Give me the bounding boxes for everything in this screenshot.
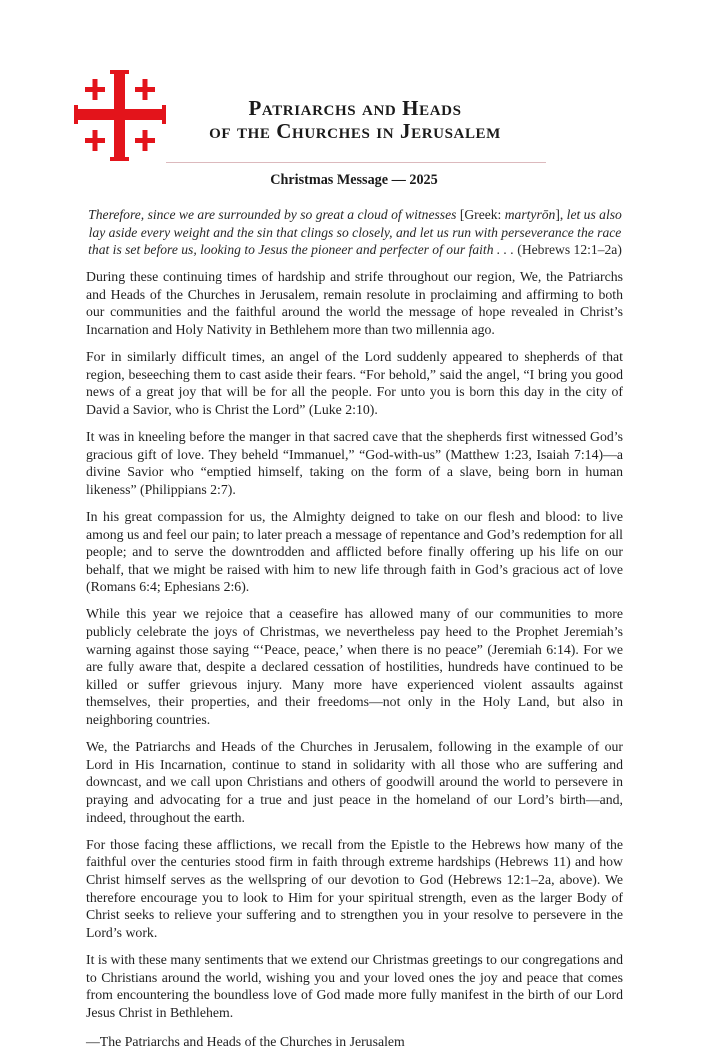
epigraph-text-1: Therefore, since we are surrounded by so great a cloud of witnesses (88, 207, 457, 222)
signature: —The Patriarchs and Heads of the Churches in Jerusalem (86, 1034, 405, 1050)
epigraph-bracket-open: [Greek: (456, 207, 505, 222)
organization-title (170, 97, 540, 143)
paragraph: We, the Patriarchs and Heads of the Churches in Jerusalem, following in the example of our Lord in His Incarnation, continue to stand in solidarity with all those who are suffering and downcast, and we call upon Christians and others of goodwill around the world to persevere in praying and advocating for a true and just peace in the homeland of our Lord’s birth—and, indeed, throughout the earth. (86, 739, 623, 825)
jerusalem-cross-icon (74, 70, 166, 161)
header-divider (166, 162, 546, 163)
org-title-line-1: Patriarchs and Heads (248, 96, 462, 120)
org-title-line-2: of the Churches in Jerusalem (209, 119, 501, 143)
paragraph: During these continuing times of hardship and strife throughout our region, We, the Patriarchs and Heads of the Churches in Jerusalem, remain resolute in proclaiming and affirming to both our communities and the faithful around the world the message of hope revealed in Christ’s Incarnation and Holy Nativity in Bethlehem more than two millennia ago. (86, 269, 623, 337)
paragraph: For those facing these afflictions, we recall from the Epistle to the Hebrews how many of the faithful over the centuries stood firm in faith through extreme hardships (Hebrews 11) and how Christ himself serves as the wellspring of our devotion to God (Hebrews 12:1–2a, above). We therefore encourage you to look to Him for your spiritual strength, even as the larger Body of Christ seeks to relieve your suffering and to strengthen you in your resolve to persevere in the Lord’s work. (86, 836, 623, 940)
paragraph: It is with these many sentiments that we extend our Christmas greetings to our congregations and to Christians around the world, wishing you and your loved ones the joy and peace that comes from encountering the boundless love of God made more fully manifest in the birth of our Lord Jesus Christ in Bethlehem. (86, 951, 623, 1020)
epigraph-quote (82, 206, 628, 259)
epigraph-text-2: let us also lay aside every weight and the sin that clings so closely, and let us run with perseverance the race that is set before us, looking to Jesus the pioneer and perfecter of our faith . . . (88, 207, 622, 258)
paragraph: In his great compassion for us, the Almighty deigned to take on our flesh and blood: to live among us and feel our pain; to later preach a message of repentance and God’s redemption for all people; and to serve the downtrodden and afflicted before finally offering up his life on our behalf, that we might be raised with him to new life through faith in God’s gracious act of love (Romans 6:4; Ephesians 2:6). (86, 508, 623, 595)
document-heading: Christmas Message — 2025 (270, 172, 438, 188)
message-body (86, 268, 623, 1061)
epigraph-bracket-close: ], (555, 207, 567, 222)
epigraph-greek-word: martyrōn (504, 207, 556, 222)
paragraph: While this year we rejoice that a ceasefire has allowed many of our communities to more publicly celebrate the joys of Christmas, we nevertheless pay heed to the Prophet Jeremiah’s warning against those saying “‘Peace, peace,’ when there is no peace” (Jeremiah 6:14). For we are fully aware that, despite a declared cessation of hostilities, hundreds have continued to be killed or suffer grievous injury. Many more have experienced violent assaults against themselves, their properties, and their freedoms—not only in the Holy Land, but also in neighboring countries. (86, 606, 623, 728)
paragraph: It was in kneeling before the manger in that sacred cave that the shepherds first witnessed God’s gracious gift of love. They beheld “Immanuel,” “God-with-us” (Matthew 1:23, Isaiah 7:14)—a divine Savior who “emptied himself, taking on the form of a slave, being born in human likeness” (Philippians 2:7). (86, 428, 623, 497)
epigraph-citation: (Hebrews 12:1–2a) (513, 242, 622, 258)
paragraph: For in similarly difficult times, an angel of the Lord suddenly appeared to shepherds of that region, beseeching them to cast aside their fears. “For behold,” said the angel, “I bring you good news of a great joy that will be for all the people. For unto you is born this day in the city of David a Savior, who is Christ the Lord” (Luke 2:10). (86, 348, 623, 417)
